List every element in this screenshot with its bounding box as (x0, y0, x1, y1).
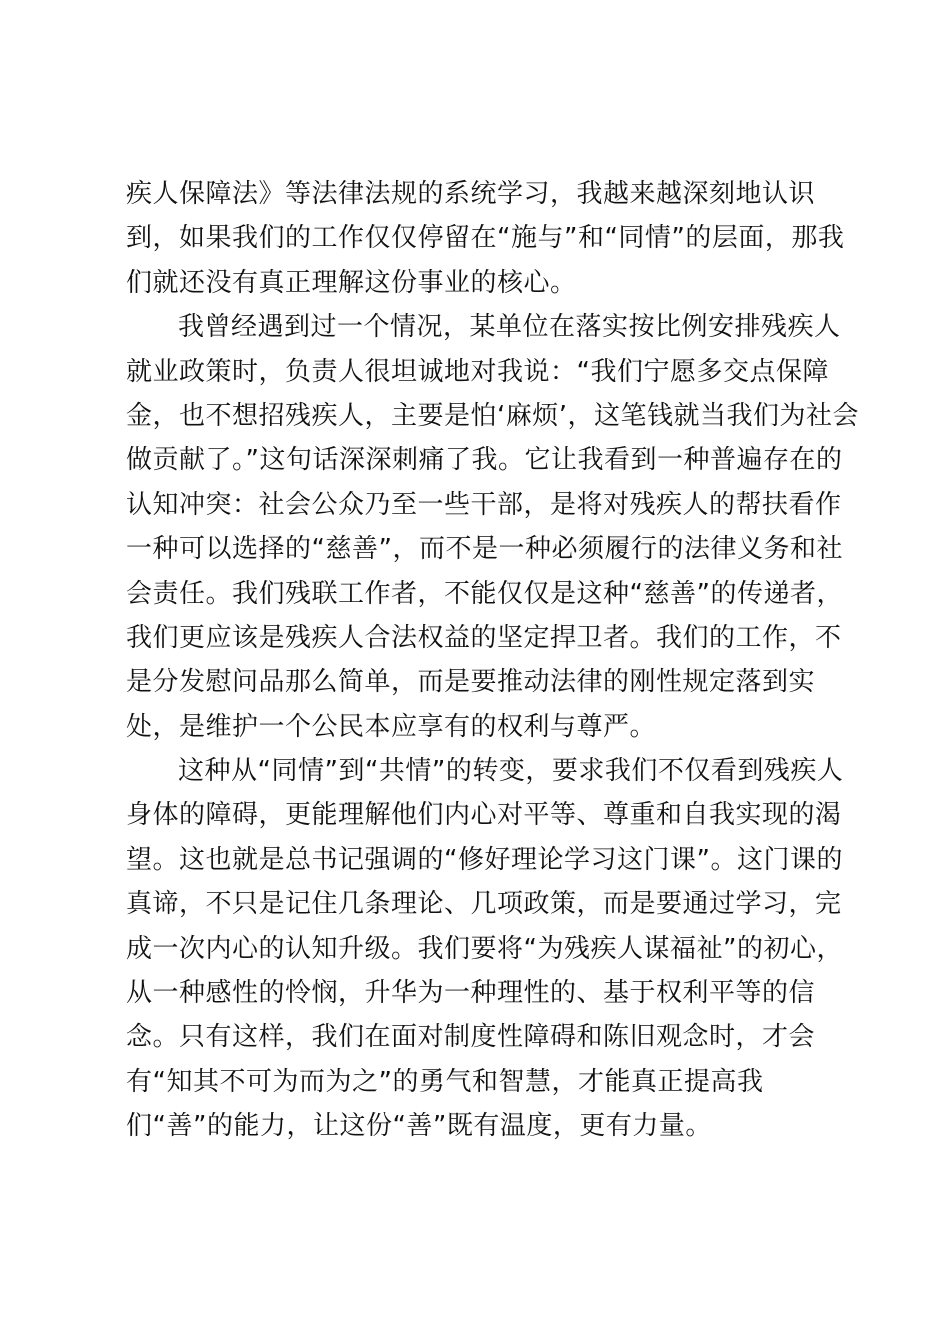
paragraph-3-line-3: 望。这也就是总书记强调的“修好理论学习这门课”。这门课的 (126, 844, 843, 875)
paragraph-2-line-1: 我曾经遇到过一个情况，某单位在落实按比例安排残疾人 (178, 312, 841, 343)
paragraph-2-line-3: 金，也不想招残疾人，主要是怕‘麻烦’，这笔钱就当我们为社会 (126, 400, 860, 431)
paragraph-2-line-7: 会责任。我们残联工作者，不能仅仅是这种“慈善”的传递者， (126, 578, 843, 609)
paragraph-2-line-6: 一种可以选择的“慈善”，而不是一种必须履行的法律义务和社 (126, 534, 843, 565)
paragraph-3-line-5: 成一次内心的认知升级。我们要将“为残疾人谋福祉”的初心， (126, 933, 843, 964)
paragraph-1-line-3: 们就还没有真正理解这份事业的核心。 (126, 267, 577, 298)
paragraph-3-line-6: 从一种感性的怜悯，升华为一种理性的、基于权利平等的信 (126, 978, 816, 1009)
paragraph-1-line-1: 疾人保障法》等法律法规的系统学习，我越来越深刻地认识 (126, 179, 816, 209)
paragraph-3-line-2: 身体的障碍，更能理解他们内心对平等、尊重和自我实现的渴 (126, 800, 842, 831)
paragraph-3-line-8: 有“知其不可为而为之”的勇气和智慧，才能真正提高我 (126, 1066, 764, 1097)
paragraph-1-line-2: 到，如果我们的工作仅仅停留在“施与”和“同情”的层面，那我 (126, 223, 845, 254)
paragraph-3-line-9: 们“善”的能力，让这份“善”既有温度，更有力量。 (126, 1111, 712, 1142)
body-text (126, 172, 860, 1149)
paragraph-3-line-4: 真谛，不只是记住几条理论、几项政策，而是要通过学习，完 (126, 889, 842, 920)
paragraph-2-line-4: 做贡献了。”这句话深深刺痛了我。它让我看到一种普遍存在的 (126, 445, 843, 476)
paragraph-2-line-10: 处，是维护一个公民本应享有的权利与尊严。 (126, 711, 657, 742)
paragraph-2-line-9: 是分发慰问品那么简单，而是要推动法律的刚性规定落到实 (126, 667, 816, 698)
paragraph-2-line-8: 我们更应该是残疾人合法权益的坚定捍卫者。我们的工作，不 (126, 622, 842, 653)
paragraph-3-line-7: 念。只有这样，我们在面对制度性障碍和陈旧观念时，才会 (126, 1022, 816, 1053)
paragraph-2-line-2: 就业政策时，负责人很坦诚地对我说：“我们宁愿多交点保障 (126, 356, 829, 387)
paragraph-2-line-5: 认知冲突：社会公众乃至一些干部，是将对残疾人的帮扶看作 (126, 489, 842, 520)
paragraph-3-line-1: 这种从“同情”到“共情”的转变，要求我们不仅看到残疾人 (178, 756, 844, 787)
